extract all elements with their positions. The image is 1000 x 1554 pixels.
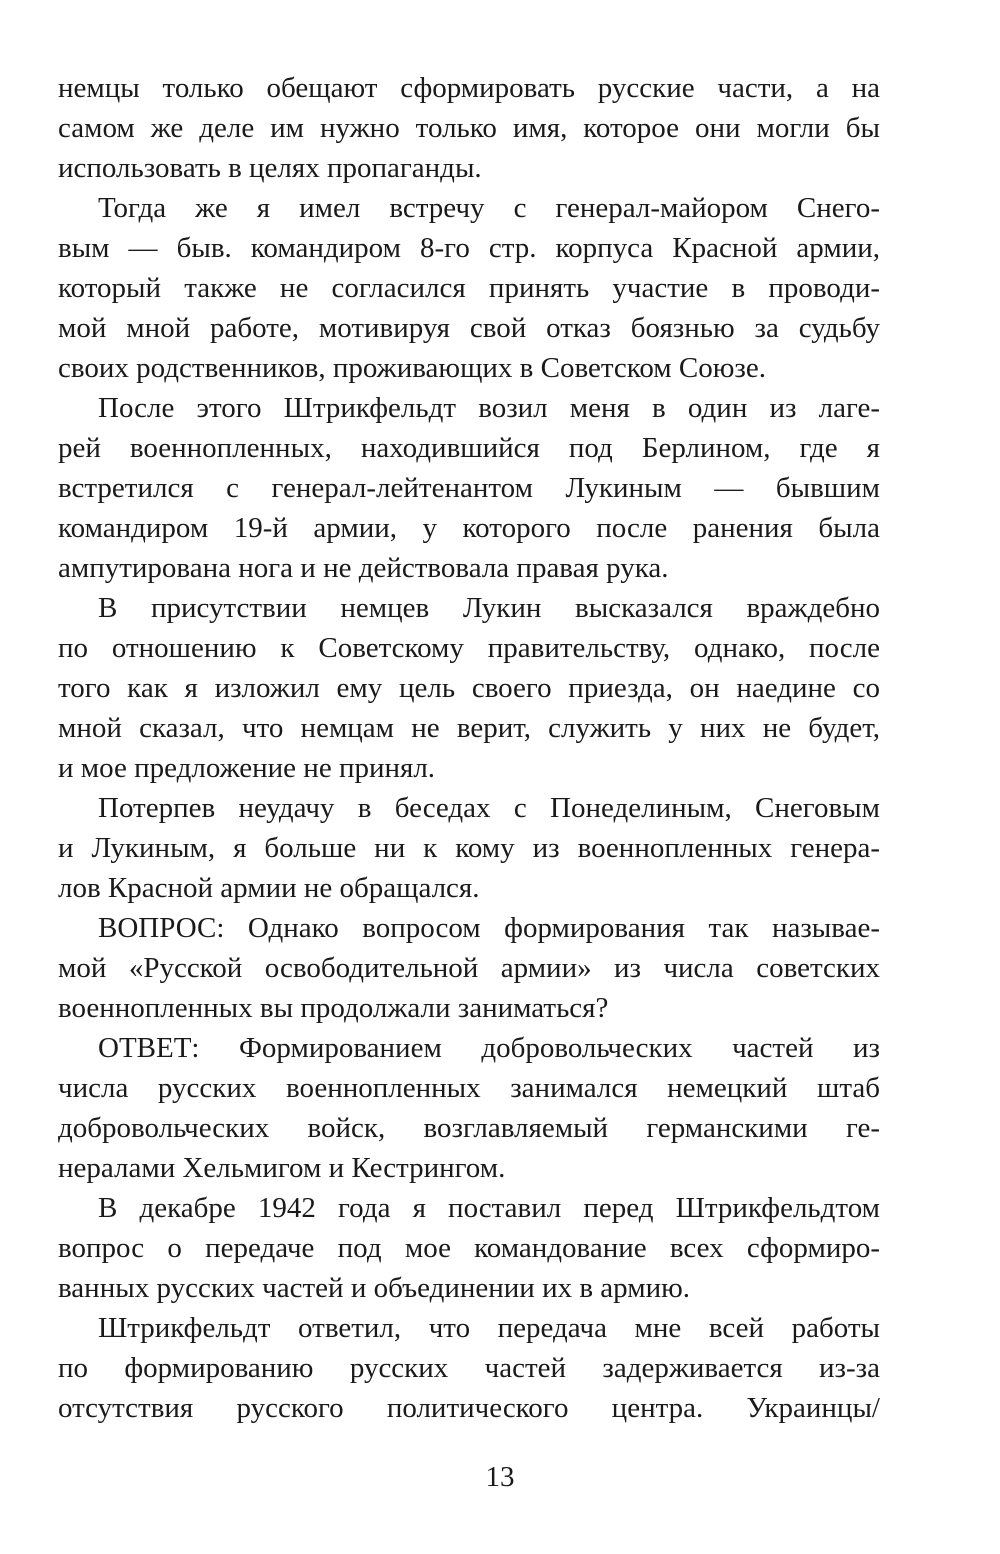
text-line: ванных русских частей и объединении их в армию. [58, 1272, 691, 1304]
text-line: ампутирована нога и не действовала правая рука. [58, 552, 669, 584]
text-line: немцы только обещают сформировать русские части, а на [58, 72, 880, 104]
text-line: мной сказал, что немцам не верит, служить у них не будет, [58, 712, 880, 744]
text-line: встретился с генерал-лейтенантом Лукиным — бывшим [58, 472, 880, 504]
text-line: нералами Хельмигом и Кестрингом. [58, 1152, 506, 1184]
text-line: мой «Русской освободительной армии» из числа советских [58, 952, 880, 984]
text-line: и Лукиным, я больше ни к кому из военнопленных генера- [58, 832, 880, 864]
text-line: В присутствии немцев Лукин высказался враждебно [98, 592, 880, 624]
text-line: который также не согласился принять участие в проводи- [58, 272, 880, 304]
text-line: лов Красной армии не обращался. [58, 872, 480, 904]
paragraph [58, 188, 880, 388]
paragraph [58, 908, 880, 1028]
paragraph [58, 788, 880, 908]
paragraph [58, 1308, 880, 1428]
text-line: отсутствия русского политического центра. Украинцы/ [58, 1392, 880, 1424]
text-line: самом же деле им нужно только имя, которое они могли бы [58, 112, 880, 144]
paragraph [58, 1188, 880, 1308]
text-line: ОТВЕТ: Формированием добровольческих частей из [98, 1032, 880, 1064]
paragraph [58, 588, 880, 788]
text-line: вопрос о передаче под мое командование всех сформиро- [58, 1232, 880, 1264]
text-line: своих родственников, проживающих в Советском Союзе. [58, 352, 766, 384]
text-line: по отношению к Советскому правительству, однако, после [58, 632, 880, 664]
text-line: В декабре 1942 года я поставил перед Штрикфельдтом [98, 1192, 880, 1224]
paragraph [58, 388, 880, 588]
text-line: Потерпев неудачу в беседах с Понеделиным, Снеговым [98, 792, 880, 824]
text-line: Штрикфельдт ответил, что передача мне всей работы [98, 1312, 880, 1344]
text-line: вым — быв. командиром 8-го стр. корпуса Красной армии, [58, 232, 880, 264]
text-line: После этого Штрикфельдт возил меня в один из лаге- [98, 392, 880, 424]
paragraph [58, 1028, 880, 1188]
paragraph [58, 68, 880, 188]
text-line: военнопленных вы продолжали заниматься? [58, 992, 609, 1024]
text-line: ВОПРОС: Однако вопросом формирования так называе- [98, 912, 880, 944]
text-line: по формированию русских частей задерживается из-за [58, 1352, 880, 1384]
text-line: мой мной работе, мотивируя свой отказ боязнью за судьбу [58, 312, 880, 344]
text-line: использовать в целях пропаганды. [58, 152, 482, 184]
text-line: числа русских военнопленных занимался немецкий штаб [58, 1072, 880, 1104]
text-line: добровольческих войск, возглавляемый германскими ге- [58, 1112, 880, 1144]
page-number: 13 [485, 1461, 515, 1493]
text-line: Тогда же я имел встречу с генерал-майором Снего- [98, 192, 880, 224]
text-line: рей военнопленных, находившийся под Берлином, где я [58, 432, 880, 464]
text-line: командиром 19-й армии, у которого после ранения была [58, 512, 880, 544]
text-line: и мое предложение не принял. [58, 752, 436, 784]
body-text [58, 68, 880, 1428]
text-line: того как я изложил ему цель своего приезда, он наедине со [58, 672, 880, 704]
